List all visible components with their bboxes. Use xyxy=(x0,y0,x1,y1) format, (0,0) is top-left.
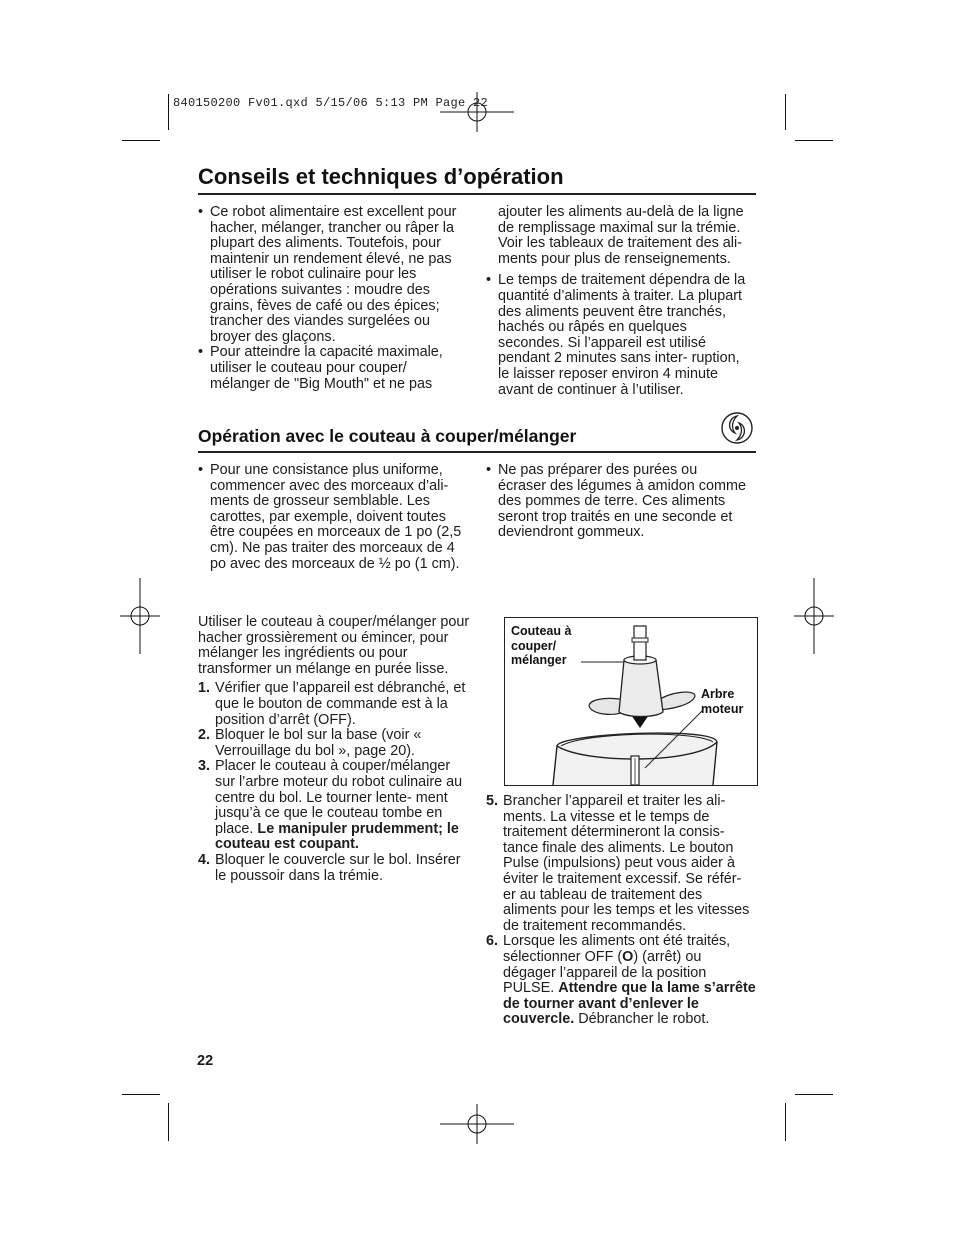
step-text: Bloquer le bol sur la base (voir « Verrouillage du bol », page 20). xyxy=(215,727,422,759)
step-number: 4. xyxy=(198,851,211,868)
list-item: • Pour atteindre la capacité maximale, utiliser le couteau pour couper/ mélanger de "Big Mouth" et ne pas xyxy=(198,345,470,392)
step-text: Brancher l’appareil et traiter les ali- ments. La vitesse et le temps de traitement détermineront la consis- tance finale des aliments. Le bouton Pulse (impulsions) peut vous aider à éviter le traitement excessif. Se référ- er au tableau de traitement des aliments pour les temps et les vitesses de traitement recommandés. xyxy=(503,793,750,934)
step-2 xyxy=(198,728,470,759)
instructions-left-column xyxy=(198,615,470,884)
list-item: • Le temps de traitement dépendra de la quantité d’aliments à traiter. La plupart des aliments peuvent être tranchés, hachés ou râpés en quelques secondes. Si l’appareil est utilisé pendant 2 minutes sans inter- ruption, le laisser reposer environ 4 minute avant de continuer à l’utiliser. xyxy=(486,273,752,398)
off-symbol: O xyxy=(622,948,634,965)
file-slug: 840150200 Fv01.qxd 5/15/06 5:13 PM Page 22 xyxy=(173,96,489,110)
section-rule xyxy=(198,451,756,453)
step-text: Vérifier que l’appareil est débranché, et que le bouton de commande est à la position d’arrêt (OFF). xyxy=(215,680,466,728)
section2-left-column xyxy=(198,463,470,572)
page-number: 22 xyxy=(197,1053,214,1069)
step-4 xyxy=(198,853,470,884)
step-number: 2. xyxy=(198,727,211,744)
section1-right-column xyxy=(486,205,752,398)
step-number: 6. xyxy=(486,933,499,950)
blade-illustration xyxy=(504,617,758,786)
title-rule xyxy=(198,193,756,195)
list-item: • Ce robot alimentaire est excellent pour hacher, mélanger, trancher ou râper la plupart des aliments. Toutefois, pour maintenir un rendement élevé, ne pas utiliser le robot culinaire pour les opérations suivantes : moudre des grains, fèves de café ou des épices; trancher des viandes surgelées ou broyer des glaçons. xyxy=(198,205,470,345)
blade-icon xyxy=(719,406,757,448)
step-text: Débrancher le robot. xyxy=(574,1011,710,1028)
section1-left-column xyxy=(198,205,470,392)
step-text: Lorsque les aliments ont été traités, sélectionner OFF ( xyxy=(503,933,731,965)
step-number: 3. xyxy=(198,758,211,775)
instructions-right-column xyxy=(486,794,756,1028)
intro-paragraph: Utiliser le couteau à couper/mélanger pour hacher grossièrement ou émincer, pour mélanger les ingrédients ou pour transformer un mélange en purée lisse. xyxy=(198,614,470,677)
registration-mark-right xyxy=(794,578,834,654)
page-title: Conseils et techniques d’opération xyxy=(198,164,564,189)
step-number: 5. xyxy=(486,793,499,809)
step-3 xyxy=(198,759,470,853)
list-item: • Ne pas préparer des purées ou écraser des légumes à amidon comme des pommes de terre. Ces aliments seront trop traités en une seconde et deviendront gommeux. xyxy=(486,463,748,541)
section-heading: Opération avec le couteau à couper/mélanger xyxy=(198,426,577,446)
registration-mark-bottom xyxy=(440,1104,516,1144)
registration-mark-left xyxy=(120,578,160,654)
step-text: Placer le couteau à couper/mélanger sur l’arbre moteur du robot culinaire au centre du bol. Le tourner lente- ment jusqu’à ce que le couteau tombe en place. xyxy=(215,758,463,837)
continued-text: ajouter les aliments au-delà de la ligne de remplissage maximal sur la trémie. Voir les tableaux de traitement des ali- ments pour plus de renseignements. xyxy=(498,204,744,267)
step-1 xyxy=(198,681,470,728)
list-item: • Pour une consistance plus uniforme, commencer avec des morceaux d’ali- ments de grosseur semblable. Les carottes, par exemple, doivent toutes être coupées en morceaux de 1 po (2,5 cm). Ne pas traiter des morceaux de 4 po avec des morceaux de ½ po (1 cm). xyxy=(198,463,470,572)
step-text: Bloquer le couvercle sur le bol. Insérer le poussoir dans la trémie. xyxy=(215,851,461,884)
step-number: 1. xyxy=(198,680,211,697)
step-warning: Attendre que la lame s’arrête de tourner avant d’enlever le couvercle. xyxy=(503,980,756,1028)
shaft-label: Arbre moteur xyxy=(701,687,744,716)
section2-right-column xyxy=(486,463,748,541)
step-warning: Le manipuler prudemment; le couteau est coupant. xyxy=(215,820,459,853)
step-6 xyxy=(486,934,756,1028)
blade-label: Couteau à couper/ mélanger xyxy=(511,624,572,667)
step-text: ) (arrêt) ou dégager l’appareil de la position PULSE. xyxy=(503,948,707,997)
step-5 xyxy=(486,794,756,934)
